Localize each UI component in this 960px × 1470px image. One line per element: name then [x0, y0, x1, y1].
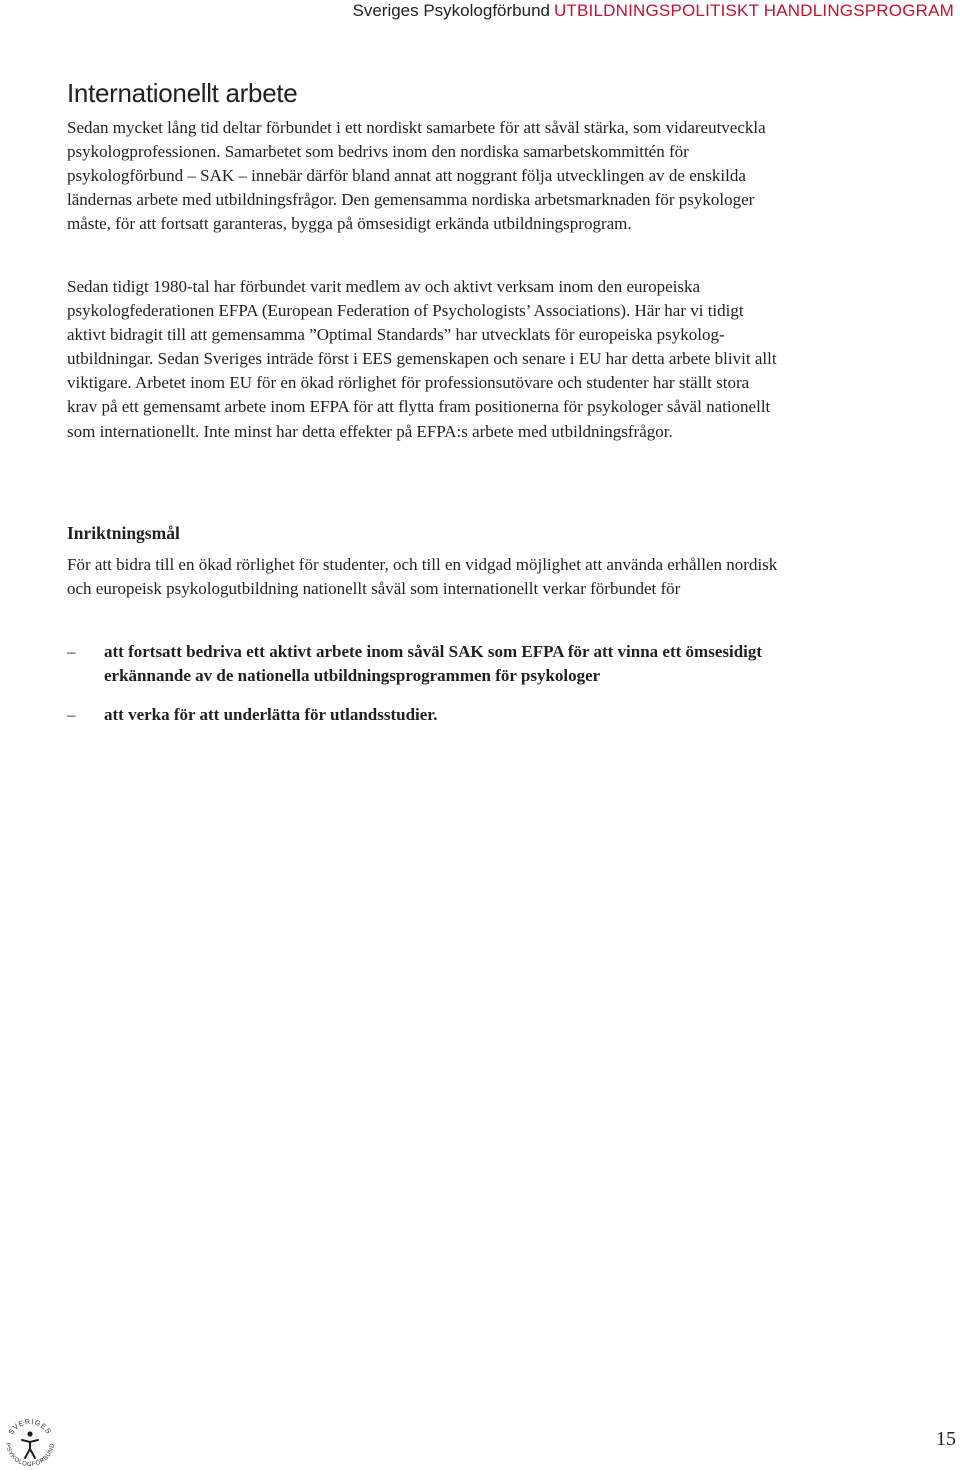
logo-text-bottom: PSYKOLOGFÖRBUND — [3, 1442, 57, 1469]
page-header — [0, 0, 960, 30]
goal-text: att verka för att underlätta för utlandsstudier. — [104, 705, 438, 724]
goal-item — [67, 640, 867, 688]
logo-text-top: SVERIGES — [7, 1418, 53, 1437]
goals-intro: För att bidra till en ökad rörlighet för studenter, och till en vidgad möjlighet att använda erhållen nordisk och europeisk psykologutbildning nationellt såväl som internationellt verkar förbundet för — [67, 555, 778, 599]
header-organization: Sveriges Psykologförbund — [352, 1, 550, 20]
page-number: 15 — [936, 1428, 956, 1450]
dash-bullet: – — [67, 642, 76, 661]
goal-item — [67, 703, 867, 727]
paragraph-efpa: Sedan tidigt 1980-tal har förbundet varit medlem av och aktivt verksam inom den europeiska psykologfederationen EFPA (European Federation of Psychologists’ Associations). Här har vi tidigt aktivt bidragit till att gemensamma ”Optimal Standards” har utvecklats för europeiska psykolog-utbildningar. Sedan Sveriges inträde först i EES gemenskapen och senare i EU har detta arbete blivit allt viktigare. Arbetet inom EU för en ökad rörlighet för professionsutövare och studenter har ställt stora krav på ett gemensamt arbete inom EFPA för att flytta fram positionerna för psykologer såväl nationellt som internationellt. Inte minst har detta effekter på EFPA:s arbete med utbildningsfrågor. — [67, 277, 777, 441]
person-figure-icon — [22, 1431, 38, 1458]
dash-bullet: – — [67, 705, 76, 724]
goals-heading: Inriktningsmål — [67, 523, 180, 543]
goals-list — [67, 640, 867, 742]
psykologforbund-logo — [2, 1414, 58, 1470]
header-document-title: UTBILDNINGSPOLITISKT HANDLINGSPROGRAM — [553, 1, 954, 20]
paragraph-nordic-cooperation: Sedan mycket lång tid deltar förbundet i ett nordiskt samarbete för att såväl stärka, som vidareutveckla psykologprofessionen. Samarbetet som bedrivs inom den nordiska samarbetskommittén för psykologförbund – SAK – innebär därför bland annat att noggrant följa utvecklingen av de enskilda ländernas arbete med utbildningsfrågor. Den gemensamma nordiska arbetsmarknaden för psykologer måste, för att fortsatt garanteras, bygga på ömsesidigt erkända utbildningsprogram. — [67, 118, 766, 234]
section-title: Internationellt arbete — [67, 78, 298, 108]
goal-text: att fortsatt bedriva ett aktivt arbete inom såväl SAK som EFPA för att vinna ett ömsesidigt erkännande av de nationella utbildningsprogrammen för psykologer — [104, 642, 763, 685]
